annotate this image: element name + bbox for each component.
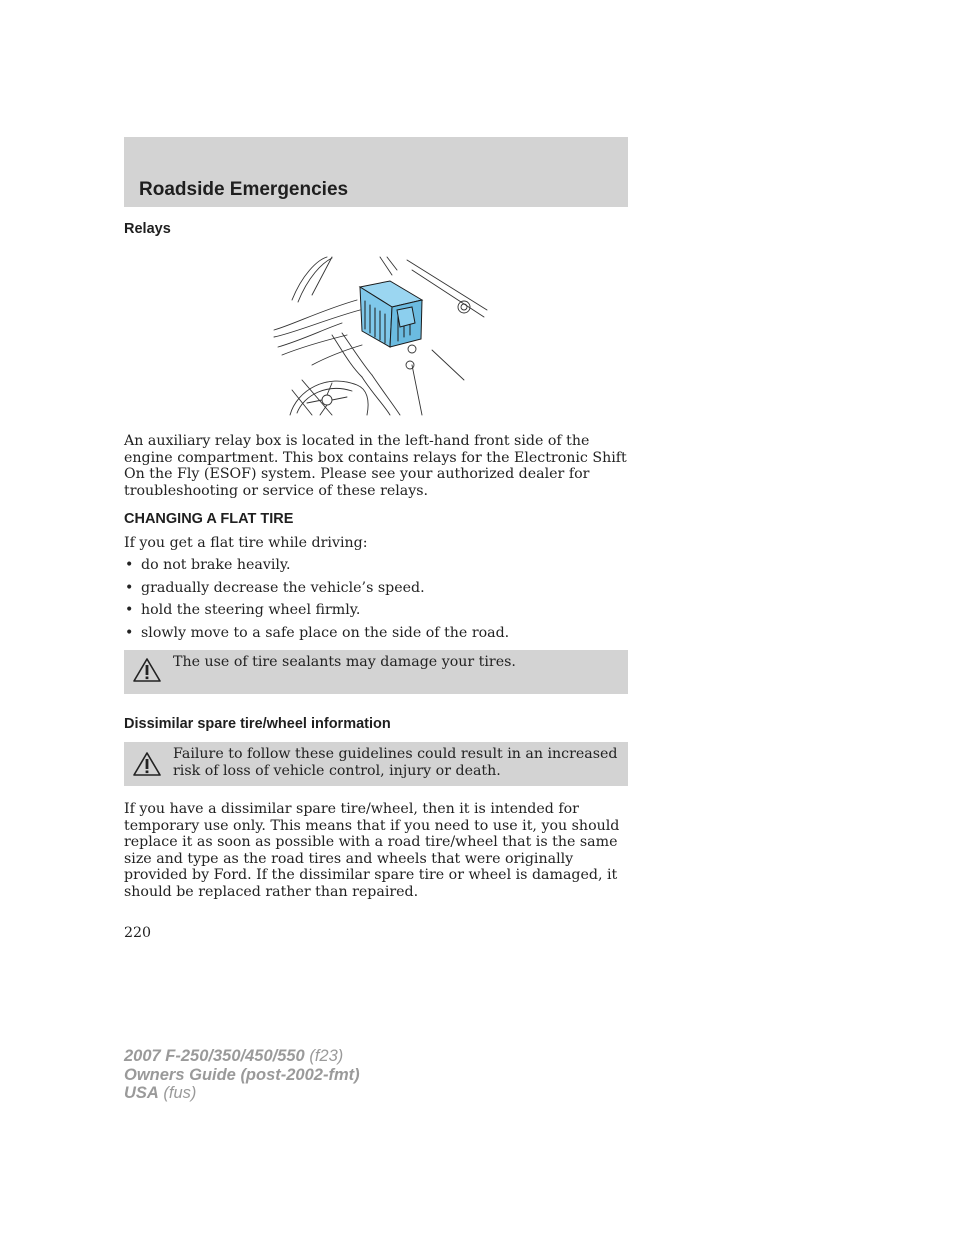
section-header — [124, 137, 628, 207]
warning-triangle-icon — [132, 657, 162, 683]
flat-tire-bullet-list — [124, 557, 628, 648]
page-number: 220 — [124, 925, 152, 941]
warning-text: The use of tire sealants may damage your tires. — [173, 654, 516, 670]
list-item: • slowly move to a safe place on the side of the road. — [125, 625, 510, 642]
warning-text: Failure to follow these guidelines could result in an increased risk of loss of vehicle control, injury or death. — [173, 746, 618, 779]
list-item: • gradually decrease the vehicle’s speed. — [125, 579, 425, 596]
relay-box-illustration — [272, 255, 488, 417]
warning-triangle-icon — [132, 751, 162, 777]
relays-heading: Relays — [124, 221, 171, 237]
footer-line-2 — [124, 1066, 360, 1085]
footer-market-code: (fus) — [158, 1084, 197, 1102]
spare-tire-paragraph: If you have a dissimilar spare tire/wheel, then it is intended for temporary use only. This means that if you need to use it, you should replace it as soon as possible with a road tire/wheel that is the same size and type as the road tires and wheels that were originally provided by Ford. If the dissimilar spare tire or wheel is damaged, it should be replaced rather than repaired. — [124, 801, 620, 900]
bullet-text: hold the steering wheel firmly. — [141, 602, 361, 619]
bullet-text: do not brake heavily. — [141, 557, 291, 573]
flat-tire-intro: If you get a flat tire while driving: — [124, 535, 368, 551]
footer-line-3 — [124, 1084, 360, 1103]
footer-code: (f23) — [304, 1047, 344, 1065]
bullet-text: slowly move to a safe place on the side of the road. — [141, 625, 510, 642]
relays-paragraph: An auxiliary relay box is located in the left-hand front side of the engine compartment. This box contains relays for the Electronic Shift On the Fly (ESOF) system. Please see your authorized dealer for troubleshooting or service of these relays. — [124, 433, 627, 499]
footer-market: USA — [124, 1084, 159, 1102]
footer-model: 2007 F-250/350/450/550 — [124, 1047, 305, 1065]
list-item: • hold the steering wheel firmly. — [125, 602, 361, 619]
tire-sealant-warning — [124, 650, 628, 694]
document-footer — [124, 1047, 360, 1103]
list-item: • do not brake heavily. — [125, 557, 291, 573]
spare-tire-warning — [124, 742, 628, 786]
footer-line-1 — [124, 1047, 360, 1066]
bullet-text: gradually decrease the vehicle’s speed. — [141, 579, 425, 596]
section-title: Roadside Emergencies — [139, 179, 349, 200]
footer-guide: Owners Guide (post-2002-fmt) — [124, 1065, 360, 1084]
flat-tire-heading: CHANGING A FLAT TIRE — [124, 511, 294, 527]
spare-tire-heading: Dissimilar spare tire/wheel information — [124, 716, 391, 732]
